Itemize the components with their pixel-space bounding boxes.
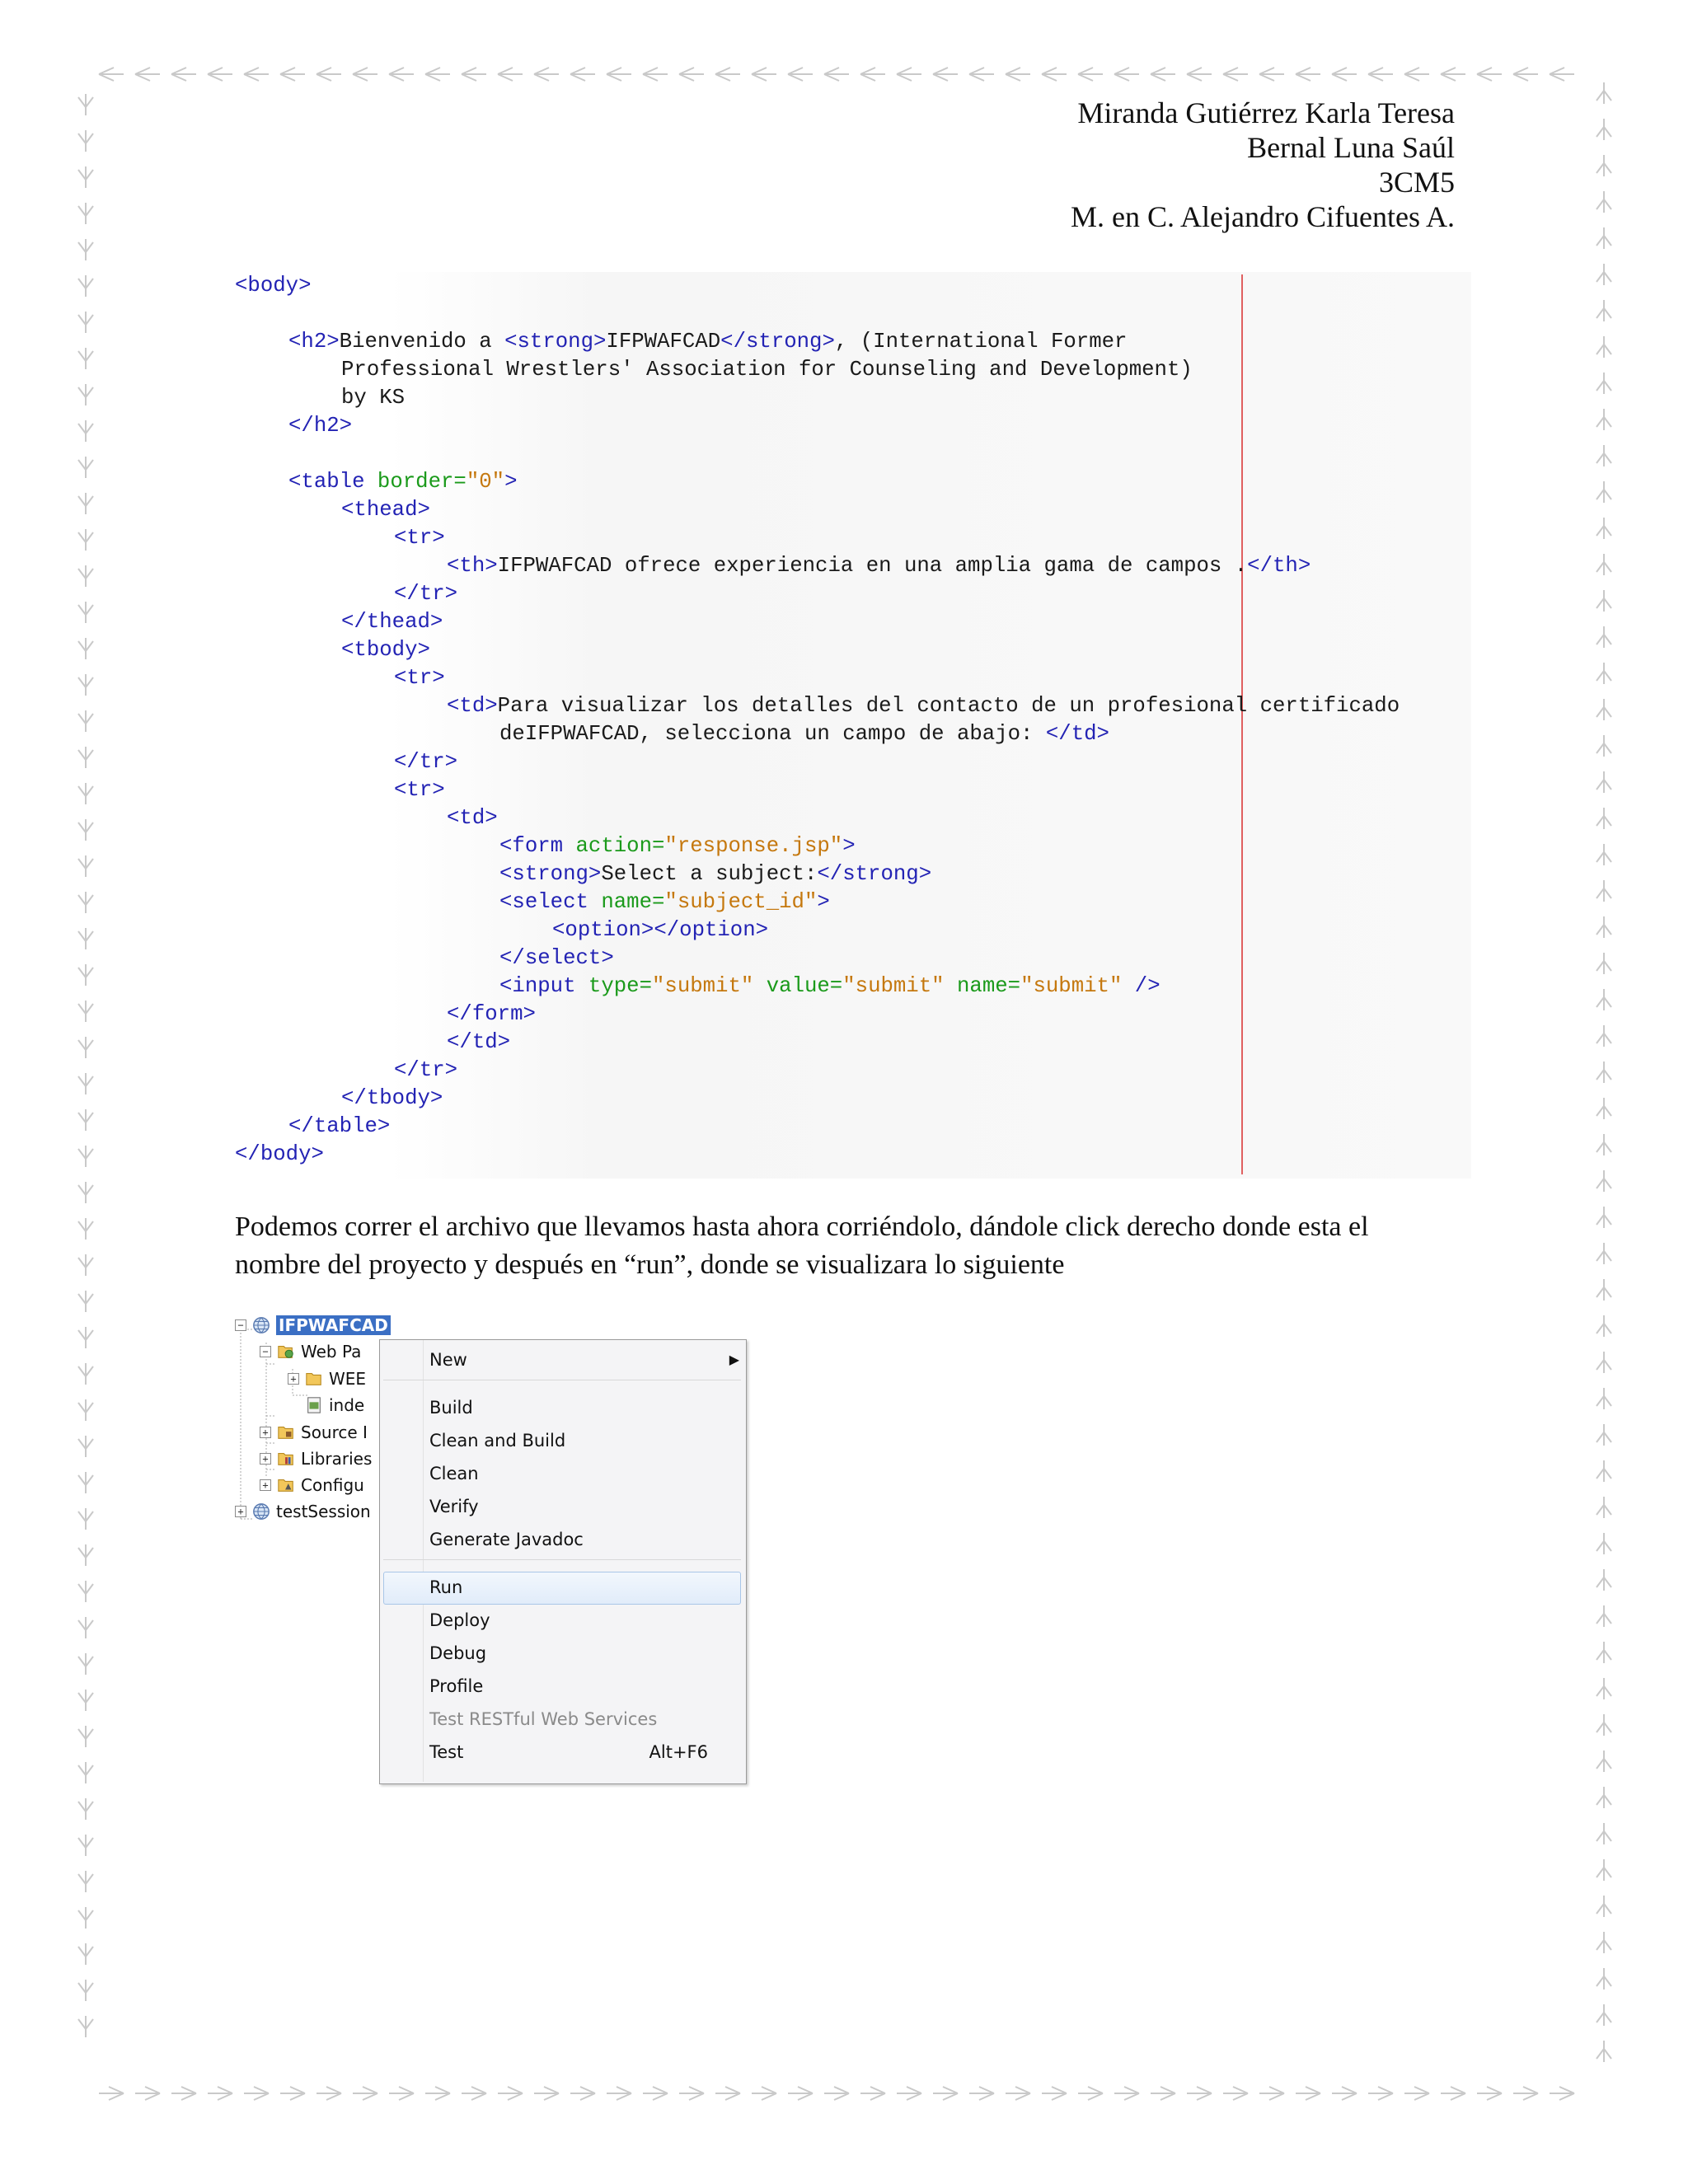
menu-item-label: Test RESTful Web Services	[429, 1709, 658, 1729]
code-token: </strong>	[720, 330, 835, 354]
code-line	[341, 496, 430, 524]
code-line	[394, 776, 445, 804]
code-line	[499, 944, 614, 972]
menu-item-test-restful	[380, 1704, 746, 1734]
tree-item-source[interactable]	[260, 1420, 368, 1445]
tree-item-label: testSession	[276, 1502, 371, 1521]
code-token: </tr>	[394, 582, 458, 606]
tree-item-label: Libraries	[301, 1449, 373, 1469]
code-token: IFPWAFCAD	[606, 330, 721, 354]
expand-icon[interactable]: +	[260, 1453, 271, 1465]
expand-icon[interactable]: +	[260, 1479, 271, 1491]
code-token: </th>	[1247, 554, 1311, 578]
tree-item-web-pages[interactable]	[260, 1339, 361, 1364]
code-line	[341, 356, 1193, 384]
code-token: </thead>	[341, 610, 443, 634]
code-line	[288, 328, 1127, 356]
author-line-2: Bernal Luna Saúl	[1247, 131, 1455, 164]
collapse-icon[interactable]: −	[235, 1319, 246, 1331]
menu-item-new[interactable]	[380, 1345, 746, 1375]
menu-item-label: New	[429, 1350, 467, 1370]
menu-item-clean-and-build[interactable]	[380, 1426, 746, 1455]
code-token: <td>	[447, 694, 498, 718]
code-line	[341, 1085, 443, 1113]
menu-item-label: Profile	[429, 1676, 484, 1696]
tree-item-label: inde	[329, 1395, 365, 1415]
menu-item-profile[interactable]	[380, 1671, 746, 1701]
menu-item-label: Generate Javadoc	[429, 1530, 584, 1549]
code-line	[235, 272, 312, 300]
code-token: <tr>	[394, 666, 445, 690]
code-line	[552, 916, 768, 944]
menu-item-debug[interactable]	[380, 1638, 746, 1668]
code-line	[341, 384, 405, 412]
code-token: "submit"	[842, 974, 945, 998]
tree-item-configuration[interactable]	[260, 1473, 364, 1497]
code-line	[235, 1141, 324, 1169]
menu-item-test[interactable]	[380, 1737, 746, 1767]
tree-item-label: Web Pa	[301, 1342, 362, 1361]
menu-item-run[interactable]	[380, 1571, 746, 1601]
code-token: border=	[377, 470, 467, 494]
editor-margin-line	[1241, 274, 1243, 1174]
code-token: <td>	[447, 806, 498, 830]
code-token: name=	[956, 974, 1021, 998]
config-folder-icon	[276, 1476, 296, 1494]
author-header	[1071, 96, 1455, 234]
professor-line: M. en C. Alejandro Cifuentes A.	[1071, 200, 1455, 233]
code-token: Para visualizar los detalles del contacto de un profesional certificado	[497, 694, 1400, 718]
code-token: </body>	[235, 1142, 324, 1166]
code-token: IFPWAFCAD ofrece experiencia en una amplia gama de campos .	[497, 554, 1248, 578]
menu-item-label: Run	[429, 1577, 463, 1597]
expand-icon[interactable]: +	[288, 1373, 299, 1385]
code-token: </tr>	[394, 750, 458, 774]
code-line	[499, 888, 830, 916]
code-token: value=	[766, 974, 843, 998]
libraries-folder-icon	[276, 1450, 296, 1468]
code-line	[447, 552, 1311, 580]
code-token: >	[504, 470, 518, 494]
code-line	[447, 692, 1400, 720]
author-line-1: Miranda Gutiérrez Karla Teresa	[1077, 96, 1455, 129]
tree-item-test-session[interactable]	[235, 1499, 371, 1524]
menu-item-label: Deploy	[429, 1610, 490, 1630]
code-token: "0"	[466, 470, 505, 494]
code-line	[447, 804, 498, 832]
code-token: <thead>	[341, 498, 430, 522]
menu-item-generate-javadoc[interactable]	[380, 1525, 746, 1554]
menu-item-label: Clean and Build	[429, 1431, 566, 1451]
code-token: <tr>	[394, 526, 445, 550]
code-token: </h2>	[288, 414, 353, 438]
menu-item-label: Build	[429, 1398, 473, 1418]
code-token: </form>	[447, 1002, 536, 1026]
tree-item-label: IFPWAFCAD	[276, 1315, 391, 1335]
menu-item-label: Test	[429, 1742, 464, 1762]
source-folder-icon	[276, 1423, 296, 1441]
code-token: name=	[601, 890, 665, 914]
code-token: <th>	[447, 554, 498, 578]
code-token: <tbody>	[341, 638, 430, 662]
code-token: by KS	[341, 386, 406, 410]
menu-item-verify[interactable]	[380, 1492, 746, 1521]
menu-item-deploy[interactable]	[380, 1605, 746, 1635]
code-token: </td>	[447, 1030, 511, 1054]
code-token: <form	[499, 834, 576, 858]
code-token: "response.jsp"	[664, 834, 843, 858]
code-token: </table>	[288, 1114, 391, 1138]
menu-item-label: Verify	[429, 1497, 479, 1516]
code-line	[447, 1029, 510, 1057]
code-token: >	[842, 834, 856, 858]
menu-separator	[383, 1559, 741, 1560]
tree-item-label: Source I	[301, 1422, 368, 1442]
code-token: "submit"	[651, 974, 754, 998]
code-token: , (International Former	[834, 330, 1128, 354]
code-token: />	[1122, 974, 1160, 998]
group-line: 3CM5	[1378, 166, 1455, 199]
code-token: </select>	[499, 946, 614, 970]
tree-item-label: Configu	[301, 1475, 364, 1495]
folder-icon	[304, 1370, 324, 1388]
tree-item-libraries[interactable]	[260, 1446, 372, 1471]
tree-item-label: WEE	[329, 1369, 367, 1389]
code-line	[499, 720, 1109, 748]
code-line	[394, 580, 457, 608]
code-token: deIFPWAFCAD, selecciona un campo de abajo:	[499, 722, 1046, 746]
ide-project-screenshot	[235, 1313, 746, 1783]
code-token: "subject_id"	[664, 890, 818, 914]
code-token: Select a subject:	[601, 862, 818, 886]
code-token: </tr>	[394, 1058, 458, 1082]
code-token: <option></option>	[552, 918, 769, 942]
code-token: </td>	[1045, 722, 1109, 746]
submenu-arrow-icon: ▶	[729, 1352, 739, 1367]
menu-item-clean[interactable]	[380, 1459, 746, 1488]
code-line	[288, 468, 517, 496]
tree-item-web-inf[interactable]	[288, 1366, 366, 1391]
code-line	[341, 608, 443, 636]
code-token: <body>	[235, 274, 312, 298]
code-token: <strong>	[504, 330, 607, 354]
code-line	[447, 1001, 536, 1029]
collapse-icon[interactable]: −	[260, 1346, 271, 1357]
code-token: Professional Wrestlers' Association for Counseling and Development)	[341, 358, 1193, 382]
code-token: <input	[499, 974, 588, 998]
globe-project-icon	[251, 1502, 271, 1521]
code-line	[499, 972, 1160, 1001]
code-token: <tr>	[394, 778, 445, 802]
code-token: <table	[288, 470, 377, 494]
expand-icon[interactable]: +	[235, 1506, 246, 1517]
code-token: <strong>	[499, 862, 602, 886]
menu-item-shortcut: Alt+F6	[649, 1742, 708, 1762]
code-token: type=	[588, 974, 652, 998]
web-folder-icon	[276, 1343, 296, 1361]
tree-item-index[interactable]	[304, 1393, 364, 1418]
code-token: >	[817, 890, 830, 914]
code-line	[499, 832, 856, 860]
code-line	[341, 636, 430, 664]
code-line	[499, 860, 931, 888]
expand-icon[interactable]: +	[260, 1427, 271, 1438]
code-line	[394, 748, 457, 776]
code-line	[394, 664, 445, 692]
code-token: Bienvenido a	[339, 330, 505, 354]
menu-item-label: Debug	[429, 1643, 487, 1663]
menu-item-build[interactable]	[380, 1393, 746, 1422]
code-line	[288, 1113, 390, 1141]
body-paragraph: Podemos correr el archivo que llevamos hasta ahora corriéndolo, dándole click derecho donde esta el nombre del proyecto y después en “run”, donde se visualizara lo siguiente	[235, 1212, 1369, 1280]
tree-item-project[interactable]	[235, 1313, 391, 1338]
code-line	[394, 1057, 457, 1085]
code-line	[288, 412, 352, 440]
code-token: "submit"	[1020, 974, 1123, 998]
code-line	[394, 524, 445, 552]
context-menu	[379, 1339, 747, 1784]
code-token: </strong>	[817, 862, 932, 886]
code-token: action=	[575, 834, 665, 858]
globe-project-icon	[251, 1316, 271, 1334]
code-token: </tbody>	[341, 1086, 443, 1110]
jsp-file-icon	[304, 1396, 324, 1414]
code-token: <h2>	[288, 330, 340, 354]
menu-item-label: Clean	[429, 1464, 479, 1483]
code-token: <select	[499, 890, 602, 914]
